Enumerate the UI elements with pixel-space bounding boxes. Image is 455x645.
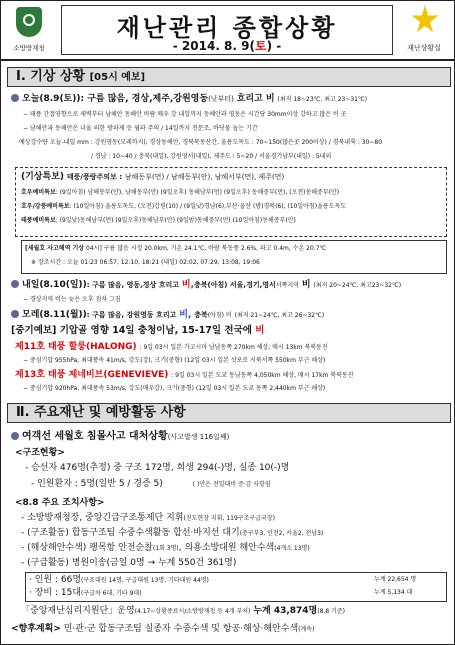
today-text: : 구름 많음, 경상,제주,강원영동 (80, 94, 209, 104)
psych-support (21, 605, 455, 618)
measure-4: - (구급활동) 병원이송(금일 0명 → 누계 550건 361명) (21, 558, 237, 568)
tomorrow-rain-2: 비 (301, 280, 311, 290)
date-suffix: ) - (266, 39, 282, 53)
warning-name: 태풍예비특보 (21, 217, 56, 224)
date-day: 토 (254, 39, 267, 53)
typhoon-11-sub: − 중심기압 955hPa, 최대풍속 41m/s, 강도(강), 크기(중형) (12일 03시 일본 삿포로 서북서쪽 550km 부근 해상) (23, 357, 326, 364)
sea-label: [세월호 사고해역 기상 (25, 245, 85, 252)
measure-1-text: - 소방방재청장, 중앙긴급구조통제단 지휘 (21, 513, 184, 523)
tomorrow-text-3: (아침) 서울,경기,영서 (207, 281, 276, 289)
warning-text: : (9일아침) 남해동부(안), 남해동부(안) (9일오후) 동해남부(먼) (9일오후) 동해중부(먼), (오전)동해중부(안) (55, 189, 340, 196)
today-rain: 흐리고 비 (236, 94, 275, 104)
date-prefix: - 2014. 8. 9( (172, 39, 255, 53)
typhoon-13-sub: − 중심기압 920hPa, 최대풍속 53m/s, 강도(매우강), 크기(중형) (12일 03시 일본 도쿄 동쪽 2,440km 부근 해상) (23, 385, 326, 392)
section-1-subtitle: [05시 예보] (89, 72, 146, 83)
tomorrow-forecast (11, 279, 455, 292)
people-text: · 인원 : 66명 (29, 575, 82, 585)
tomorrow-text-2: 충북 (194, 281, 208, 289)
tomorrow-text: : 구름 많음, 영동,경상 흐리고 (86, 281, 179, 289)
title-box (61, 5, 393, 55)
sea-weather (25, 243, 455, 255)
ferry-sub: (사고발생 116일째) (167, 433, 230, 441)
situation-room-logo (397, 5, 451, 55)
typhoon-13-text: : 9일 03시 일본 도쿄 동남동쪽 4,050km 해상, 매시 17km 북북동진 (171, 372, 354, 379)
rescue-staff-text: - 인원환자 : 5명(일반 5 / 경증 5) (31, 479, 163, 489)
rainfall-line-2: / 경남 : 10~40 / 충북(내일), 강원영서(내일), 제주도 : 5~20 / 서울경기남부(내일) : 5내외 (91, 153, 332, 160)
dayafter-temp: (최저 21~24℃, 최고 26~32℃) (234, 312, 325, 319)
typhoon-11 (15, 341, 455, 354)
people-note: (구조대원 14명, 구급대원 13명, 기타대원 44명) (81, 577, 209, 584)
rescue-staff (31, 478, 455, 491)
section-2-title: Ⅱ. 주요재난 및 예방활동 사항 (16, 405, 186, 420)
section-disaster-heading (7, 403, 451, 423)
agency-logo (7, 5, 51, 55)
measure-3b-note: (4개소 13명) (274, 545, 310, 552)
measure-2 (21, 527, 455, 540)
midterm-title: [중기예보] 기압골 영향 14일 충청이남, 15-17일 전국에 (11, 325, 252, 336)
today-line-2: − 남해안과 동해안은 너울 의한 방파제 등 월파 주의 / 14일까지 천문조, 바닷물 높는 기간 (23, 125, 258, 132)
star-mascot-icon (411, 5, 439, 35)
typhoon-11-text: : 9일 03시 일본 가고시마 남남동쪽 270km 해상, 매시 13km 북북동진 (139, 344, 328, 351)
warning-row-2 (21, 201, 455, 213)
tomorrow-label: 내일(8.10(일)) (22, 280, 87, 290)
sea-tide: ※ 장조시간 : 오늘 01:23 06:57, 12:10, 18:21 (내일) 02:02, 07:29, 13:08, 19:06 (31, 259, 260, 266)
dayafter-text: : 구름 많음, 강원영동 흐리고 (86, 311, 177, 319)
measure-1 (21, 512, 455, 525)
typhoon-11-name: 제11호 태풍 할룽(HALONG) (15, 342, 137, 352)
warning-text: : (9일낮)동해남부(먼) (9일오후)동해남부(안) (9일밤)동해중부(먼) (10일아침)동해중부(안) (55, 217, 296, 224)
section-1-title: Ⅰ. 기상 상황 (16, 69, 86, 84)
psych-note: (4.17~상황종료시/소방방재청 등 4개 부처) (134, 608, 251, 615)
ferry-title-row (11, 431, 455, 443)
tomorrow-note: 서쪽지역 (275, 282, 299, 289)
warning-row-3 (21, 215, 455, 227)
dayafter-label: 모레(8.11(월)) (22, 310, 87, 320)
psych-text: 「중앙재난심리지원단」운영 (21, 606, 135, 616)
bullet-icon (11, 432, 19, 440)
shield-icon (16, 7, 42, 37)
today-forecast (11, 93, 455, 106)
ferry-title: 여객선 세월호 침몰사고 대처상황 (22, 431, 168, 442)
plan-label: <향후계획> (11, 624, 61, 634)
dayafter-rain: 비, (179, 310, 192, 320)
measure-3-note: (1회 3명) (152, 545, 179, 552)
measures-title: <8.8 주요 조치사항> (15, 498, 105, 508)
gear-text: · 장비 : 15대 (29, 588, 82, 598)
plan-text: 민·관·군 합동구조팀 실종자 수중수색 및 항공·해상·해안수색 (63, 624, 299, 634)
people-total: 누계 22,654 명 (374, 576, 417, 583)
page-title: 재난관리 종합상황 (116, 13, 338, 42)
resources-people (29, 574, 455, 587)
warning-name: 호우예비특보 (21, 189, 56, 196)
bullet-icon (11, 310, 19, 318)
typhoon-13 (15, 369, 455, 382)
today-label: 오늘(8.9(토)) (22, 94, 81, 104)
gear-note: (구급차 6대, 기타 9대) (81, 590, 142, 597)
dayafter-text-2: 충북 (194, 311, 208, 319)
warnings-label: 태풍/풍랑주의보 : (66, 173, 123, 181)
warnings-areas: 남해동부(먼) / 남해동부(안), 남해서부(먼), 제주(먼) (124, 173, 285, 181)
future-plan (11, 623, 455, 636)
warning-text: : (10일아침) 울릉도독도, (오전)강원(10) / (9일낮)경남(6),부산·울산 (밤)경북(6), (10일아침)울릉도독도 (69, 203, 347, 210)
rescue-staff-note: ( )안은 전일대비 증·감 사항임 (192, 481, 271, 488)
bullet-icon (11, 280, 19, 288)
tomorrow-temp: (최저 20~24℃, 최고23~32℃) (313, 282, 402, 289)
tomorrow-line-1: − 경상지역 비는 늦은 오후 점차 그침 (23, 296, 121, 303)
rescue-title: <구조현황> (15, 448, 65, 458)
dayafter-forecast (11, 309, 455, 322)
sea-text: 구름 많음 시정 20.0km, 기온 24.1℃, 바람 북동풍 2.6%, 파고 0.4m, 수온 20.7℃ (103, 245, 327, 252)
measure-2-text: - (구조활동) 합동구조팀 수중수색활동 합선·바지선 대기 (21, 528, 240, 538)
warnings-row (21, 171, 455, 183)
report-header (1, 1, 454, 61)
situation-room-name: 재난상황실 (407, 44, 441, 52)
measure-1-note: (진도현장 지휘, 119구조구급국장) (183, 515, 275, 522)
measure-2-note: (중구부3, 인천2, 서울2, 전남3) (239, 530, 324, 537)
rescue-passengers: - 승선자 476명(추정) 중 구조 172명, 희생 294(-)명, 실종 10(-)명 (25, 463, 290, 473)
psych-total-note: (8.8 기준) (317, 608, 345, 615)
midterm-forecast (11, 325, 455, 337)
today-note: (낮부터) (208, 95, 234, 103)
bullet-icon (11, 94, 19, 102)
typhoon-13-name: 제13호 태풍 제네비브(GENEVIEVE) (15, 370, 169, 380)
measure-3b-text: , 의용소방대원 해안수색 (178, 543, 275, 553)
psych-total: 누계 43,874명 (253, 606, 318, 616)
warning-name: 호우/강풍예비특보 (21, 203, 70, 210)
section-weather-heading (7, 67, 451, 87)
dayafter-note: (아침) 비 (207, 312, 232, 319)
warning-row-1 (21, 187, 455, 199)
today-line-1: − 태풍 간접영향으로 새벽부터 남해안 동해안 바람 매우 강 내일까지 동해안과 영동은 시간당 30mm이상 강하고 많은 비 곳 (23, 111, 347, 118)
rainfall-line-1: 예상강수량 오늘-내일 mm : 강원영동(모레까지), 경상동해안, 경북북동산간, 울릉도독도 : 70~150(많은곳 200이상) / 경북내륙 : 30~80 (19, 139, 383, 146)
plan-note: (계속) (298, 626, 315, 633)
agency-name: 소방방재청 (13, 44, 45, 52)
tomorrow-rain-1: 비, (181, 280, 194, 290)
warnings-title: (기상특보) (21, 172, 65, 182)
gear-total: 누계 5,134 대 (374, 589, 413, 596)
resources-gear (29, 587, 455, 600)
report-date (62, 37, 392, 54)
midterm-rain: 비 (255, 325, 265, 336)
measure-3 (21, 542, 455, 555)
sea-time: 04시] (86, 245, 102, 252)
today-temp: (최저 18~23℃, 최고 23~31℃) (277, 96, 368, 103)
measure-3-text: - (해상해안수색) 팽목항 안전순찰 (21, 543, 153, 553)
